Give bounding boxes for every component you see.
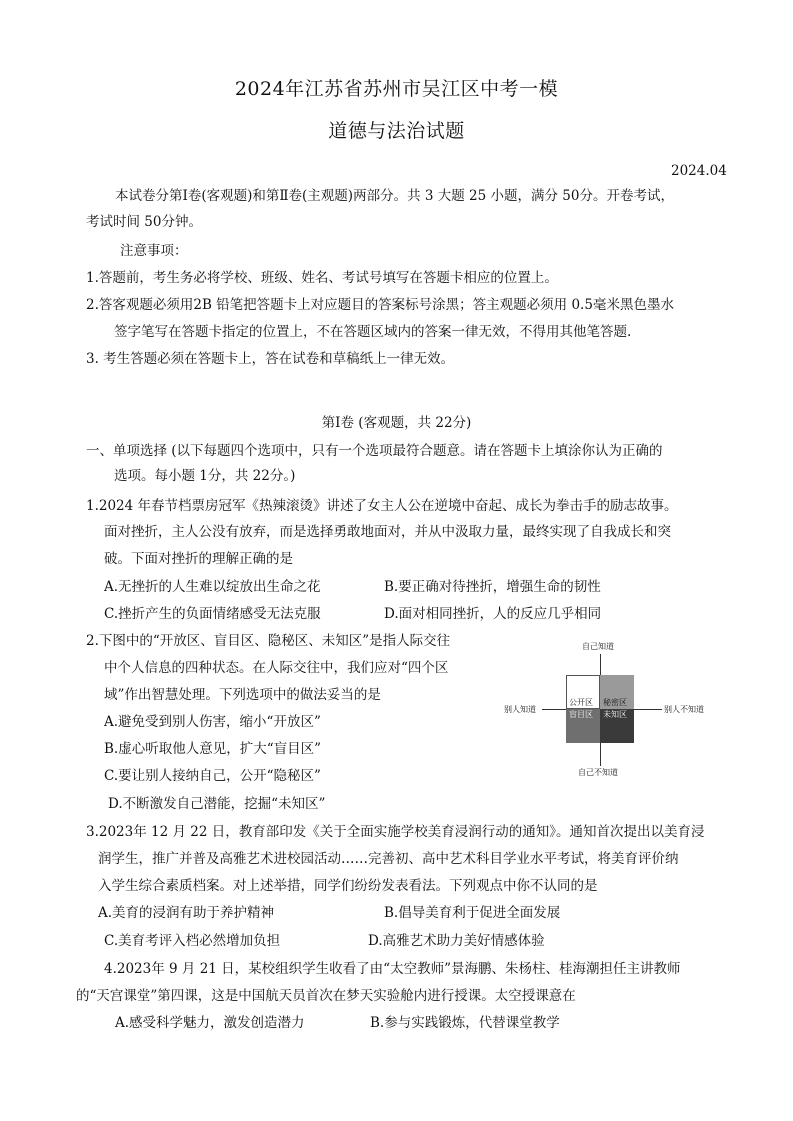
q2-stem-3: 域”作出智慧处理。下列选项中的做法妥当的是 [104,687,381,703]
notes-item-2: 2.答客观题必须用2B 铅笔把答题卡上对应题目的答案标号涂黑；答主观题必须用 0.5毫米黑色墨水 [86,297,674,313]
q2-option-a: A.避免受到别人伤害，缩小“开放区” [104,714,321,730]
q4-option-a: A.感受科学魅力，激发创造潜力 [115,1015,305,1031]
q3-option-d: D.高雅艺术助力美好情感体验 [368,933,545,949]
q1-option-b: B.要正确对待挫折，增强生命的韧性 [384,579,601,595]
q1-option-d: D.面对相同挫折，人的反应几乎相同 [384,606,602,622]
q1-stem-3: 破。下面对挫折的理解正确的是 [104,551,293,567]
q3-option-c: C.美育考评入档必然增加负担 [104,933,281,949]
q3-option-a: A.美育的浸润有助于养护精神 [98,905,275,921]
johari-window-diagram [500,640,716,780]
q4-option-b: B.参与实践锻炼，代替课堂教学 [370,1015,560,1031]
axis-label-left: 别人知道 [504,705,536,714]
q4-stem-2: 的“天宫课堂”第四课，这是中国航天员首次在梦天实验舱内进行授课。太空授课意在 [76,988,576,1004]
label-blind: 盲目区 [569,710,593,719]
notes-item-3: 3. 考生答题必须在答题卡上，答在试卷和草稿纸上一律无效。 [86,351,455,367]
label-unknown: 未知区 [603,710,627,719]
q1-stem-1: 1.2024 年春节档票房冠军《热辣滚烫》讲述了女主人公在逆境中奋起、成长为拳击手的励志故事。 [86,498,678,514]
q4-stem-1: 4.2023年 9 月 21 日，某校组织学生收看了由“太空教师”景海鹏、朱杨柱、桂海潮担任主讲教师 [104,961,681,977]
section-instruction: 一、单项选择 (以下每题四个选项中，只有一个选项最符合题意。请在答题卡上填涂你认为正确的 [86,443,663,459]
notes-item-2-cont: 签字笔写在答题卡指定的位置上，不在答题区域内的答案一律无效，不得用其他笔答题. [114,324,632,340]
q2-option-d: D.不断激发自己潜能，挖掘“未知区” [108,796,326,812]
intro-line-1: 本试卷分第Ⅰ卷(客观题)和第Ⅱ卷(主观题)两部分。共 3 大题 25 小题，满分 50分。开卷考试， [115,188,674,204]
q3-stem-3: 入学生综合素质档案。对上述举措，同学们纷纷发表看法。下列观点中你不认同的是 [98,878,598,894]
q2-option-b: B.虚心听取他人意见，扩大“盲目区” [104,741,322,757]
exam-subtitle: 道德与法治试题 [328,120,465,142]
q1-option-a: A.无挫折的人生难以绽放出生命之花 [104,579,321,595]
part1-heading: 第Ⅰ卷 (客观题，共 22分) [321,415,472,431]
axis-label-bottom: 自己不知道 [578,768,618,777]
q3-stem-2: 润学生，推广并普及高雅艺术进校园活动……完善初、高中艺术科目学业水平考试，将美育评价纳 [98,851,679,867]
notes-item-1: 1.答题前，考生务必将学校、班级、姓名、考试号填写在答题卡相应的位置上。 [86,270,558,286]
exam-date: 2024.04 [671,163,727,179]
label-open: 公开区 [569,698,593,707]
axis-label-right: 别人不知道 [664,705,704,714]
q2-stem-2: 中个人信息的四种状态。在人际交往中，我们应对“四个区 [104,660,449,676]
exam-title: 2024年江苏省苏州市吴江区中考一模 [234,78,559,100]
q2-option-c: C.要让别人接纳自己，公开“隐秘区” [104,768,321,784]
q1-stem-2: 面对挫折，主人公没有放弃，而是选择勇敢地面对，并从中汲取力量，最终实现了自我成长和突 [104,524,671,540]
q2-stem-1: 2.下图中的“开放区、盲目区、隐秘区、未知区”是指人际交往 [86,633,451,649]
section-instruction-cont: 选项。每小题 1分，共 22分。) [114,468,296,484]
intro-line-2: 考试时间 50分钟。 [86,214,202,230]
q3-option-b: B.倡导美育利于促进全面发展 [384,905,561,921]
axis-label-top: 自己知道 [582,642,614,651]
label-secret: 秘密区 [603,698,627,707]
q1-option-c: C.挫折产生的负面情绪感受无法克服 [104,606,321,622]
q3-stem-1: 3.2023年 12 月 22 日，教育部印发《关于全面实施学校美育浸润行动的通知》。通知首次提出以美育浸 [86,824,705,840]
notes-heading: 注意事项： [120,243,188,259]
